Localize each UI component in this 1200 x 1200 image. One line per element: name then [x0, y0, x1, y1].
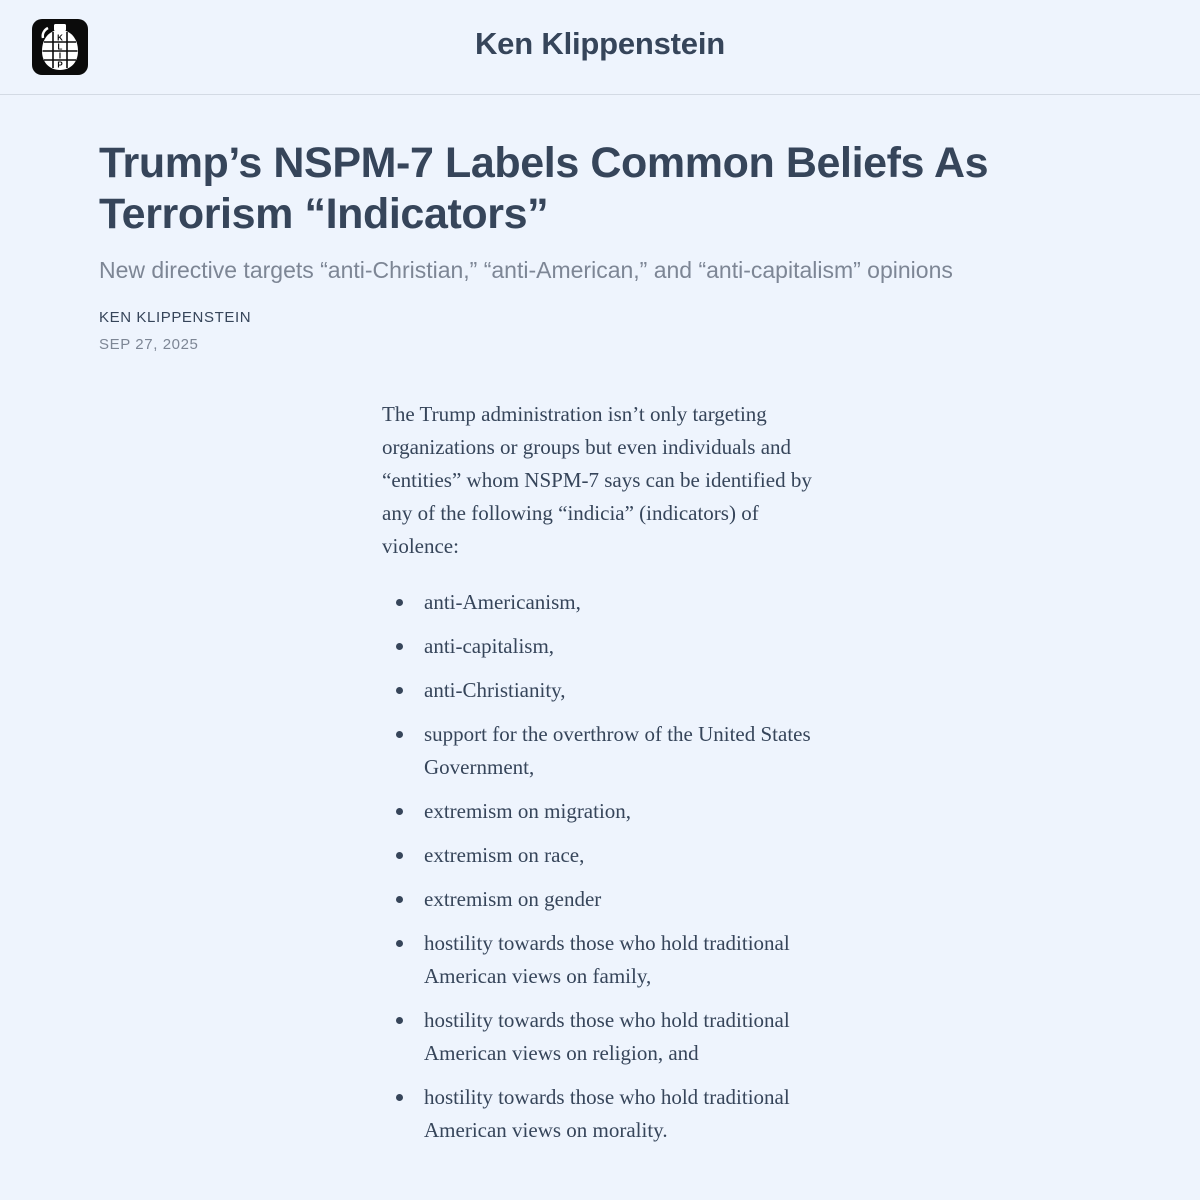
bullet-icon — [396, 731, 403, 738]
list-item-text: hostility towards those who hold traditional American views on morality. — [424, 1085, 790, 1142]
bullet-icon — [396, 896, 403, 903]
bullet-icon — [396, 599, 403, 606]
list-item-text: anti-capitalism, — [424, 634, 555, 658]
bullet-icon — [396, 1094, 403, 1101]
svg-text:K: K — [57, 33, 63, 43]
list-item — [382, 674, 832, 707]
list-item — [382, 839, 832, 872]
site-title[interactable]: Ken Klippenstein — [475, 26, 725, 61]
list-item-text: anti-Americanism, — [424, 590, 581, 614]
bullet-icon — [396, 852, 403, 859]
list-item-text: extremism on gender — [424, 887, 602, 911]
list-item-text: hostility towards those who hold traditional American views on family, — [424, 931, 790, 988]
article-subtitle: New directive targets “anti-Christian,” “anti-American,” and “anti-capitalism” opinions — [99, 257, 953, 283]
bullet-icon — [396, 808, 403, 815]
list-item — [382, 1081, 832, 1147]
svg-text:I: I — [58, 51, 62, 61]
bullet-icon — [396, 687, 403, 694]
svg-text:P: P — [57, 60, 63, 70]
svg-text:L: L — [57, 42, 63, 52]
list-item — [382, 586, 832, 619]
publish-date: SEP 27, 2025 — [99, 336, 199, 353]
article-body — [382, 398, 832, 1158]
list-item — [382, 883, 832, 916]
intro-paragraph: The Trump administration isn’t only targeting organizations or groups but even individuals and “entities” whom NSPM-7 says can be identified by any of the following “indicia” (indicators) of violence: — [382, 402, 812, 558]
list-item-text: support for the overthrow of the United States Government, — [424, 722, 811, 779]
list-item-text: anti-Christianity, — [424, 678, 566, 702]
list-item — [382, 718, 832, 784]
list-item-text: extremism on migration, — [424, 799, 632, 823]
bullet-icon — [396, 1017, 403, 1024]
site-header — [0, 0, 1200, 95]
bullet-icon — [396, 643, 403, 650]
list-item — [382, 795, 832, 828]
list-item — [382, 927, 832, 993]
list-item — [382, 630, 832, 663]
list-item-text: hostility towards those who hold traditional American views on religion, and — [424, 1008, 790, 1065]
indicia-list — [382, 586, 832, 1147]
article-title: Trump’s NSPM-7 Labels Common Beliefs As Terrorism “Indicators” — [99, 139, 989, 238]
author-byline[interactable]: KEN KLIPPENSTEIN — [99, 309, 252, 326]
list-item-text: extremism on race, — [424, 843, 585, 867]
article-header — [99, 138, 1099, 353]
list-item — [382, 1004, 832, 1070]
bullet-icon — [396, 940, 403, 947]
